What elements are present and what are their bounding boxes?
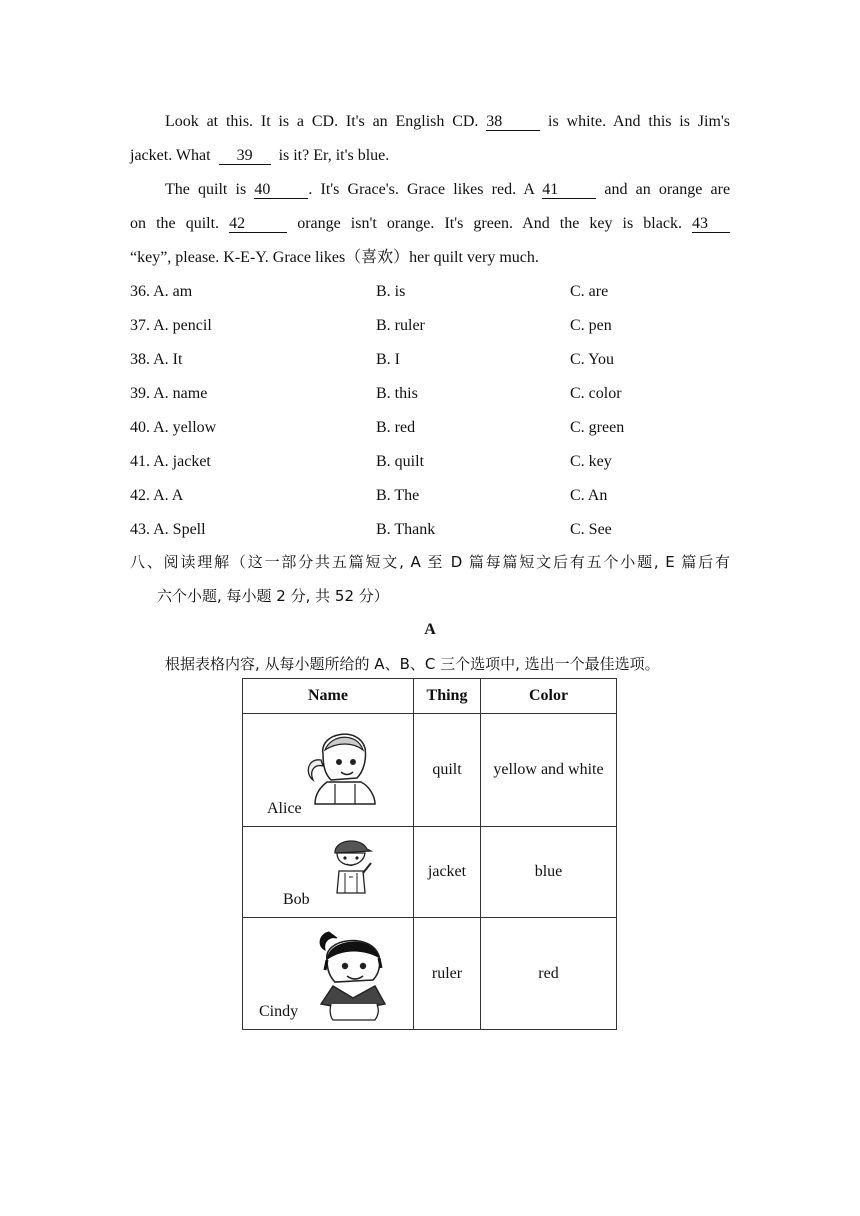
passage-text: is white. And this is Jim's: [548, 113, 731, 130]
option-b: B. I: [376, 351, 400, 368]
passage-text: . It's Grace's. Grace likes red. A: [308, 181, 535, 198]
name-label: Bob: [283, 891, 310, 908]
option-b: B. this: [376, 385, 418, 402]
instruction: 根据表格内容, 从每小题所给的 A、B、C 三个选项中, 选出一个最佳选项。: [165, 655, 660, 673]
option-b: B. The: [376, 487, 420, 504]
header-thing: Thing: [414, 679, 481, 714]
option-row: [130, 520, 730, 540]
thing-cell: ruler: [414, 918, 481, 1030]
passage-line: [130, 146, 730, 166]
option-c: C. are: [570, 283, 609, 300]
name-cell-cindy: [243, 918, 414, 1030]
color-cell: blue: [481, 827, 617, 918]
table-row: [243, 714, 617, 827]
passage-line: [130, 214, 730, 234]
option-a: 40. A. yellow: [130, 419, 217, 436]
option-a: 41. A. jacket: [130, 453, 211, 470]
thing-cell: jacket: [414, 827, 481, 918]
table-row: [243, 918, 617, 1030]
boy-cap-illustration: [325, 837, 375, 895]
option-row: [130, 418, 730, 438]
header-color: Color: [481, 679, 617, 714]
option-b: B. quilt: [376, 453, 425, 470]
option-c: C. key: [570, 453, 612, 470]
name-label: Alice: [267, 800, 302, 817]
color-cell: yellow and white: [481, 714, 617, 827]
passage-text: is it? Er, it's blue.: [278, 147, 390, 164]
option-a: 38. A. It: [130, 351, 183, 368]
option-b: B. is: [376, 283, 406, 300]
passage-line: [165, 180, 730, 200]
option-c: C. green: [570, 419, 625, 436]
girl-bun-illustration: [309, 924, 393, 1022]
passage-text: orange isn't orange. It's green. And the key is black.: [297, 215, 682, 232]
blank-38: 38: [486, 113, 540, 131]
passage-line: [130, 248, 730, 268]
option-a: 42. A. A: [130, 487, 184, 504]
option-c: C. See: [570, 521, 612, 538]
passage-text: Look at this. It is a CD. It's an English CD.: [165, 113, 479, 130]
blank-43: 43: [692, 215, 730, 233]
option-row: [130, 350, 730, 370]
blank-40: 40: [254, 181, 308, 199]
option-b: B. red: [376, 419, 416, 436]
option-c: C. An: [570, 487, 608, 504]
option-c: C. color: [570, 385, 622, 402]
thing-cell: quilt: [414, 714, 481, 827]
option-a: 43. A. Spell: [130, 521, 206, 538]
name-cell-alice: [243, 714, 414, 827]
option-row: [130, 452, 730, 472]
option-b: B. ruler: [376, 317, 425, 334]
option-b: B. Thank: [376, 521, 436, 538]
passage-text: jacket. What: [130, 147, 211, 164]
option-c: C. You: [570, 351, 615, 368]
girl-ponytail-illustration: [301, 724, 385, 806]
option-a: 37. A. pencil: [130, 317, 212, 334]
option-row: [130, 486, 730, 506]
info-table: [242, 678, 617, 1030]
passage-text: and an orange are: [604, 181, 731, 198]
blank-41: 41: [542, 181, 596, 199]
passage-text: on the quilt.: [130, 215, 220, 232]
option-a: 39. A. name: [130, 385, 208, 402]
blank-39: 39: [219, 147, 271, 165]
table-row: [243, 827, 617, 918]
option-row: [130, 316, 730, 336]
option-a: 36. A. am: [130, 283, 193, 300]
option-row: [130, 384, 730, 404]
passage-text: “key”, please. K-E-Y. Grace likes（喜欢）her quilt very much.: [130, 249, 539, 266]
part-label: A: [424, 621, 436, 638]
passage-line: [165, 112, 730, 132]
header-name: Name: [243, 679, 414, 714]
option-c: C. pen: [570, 317, 612, 334]
blank-42: 42: [229, 215, 287, 233]
table-header-row: [243, 679, 617, 714]
section-heading: 八、阅读理解（这一部分共五篇短文, A 至 D 篇每篇短文后有五个小题, E 篇后有: [130, 553, 730, 571]
section-heading-cont: 六个小题, 每小题 2 分, 共 52 分）: [157, 587, 389, 605]
option-row: [130, 282, 730, 302]
passage-text: The quilt is: [165, 181, 247, 198]
name-cell-bob: [243, 827, 414, 918]
name-label: Cindy: [259, 1003, 299, 1020]
color-cell: red: [481, 918, 617, 1030]
